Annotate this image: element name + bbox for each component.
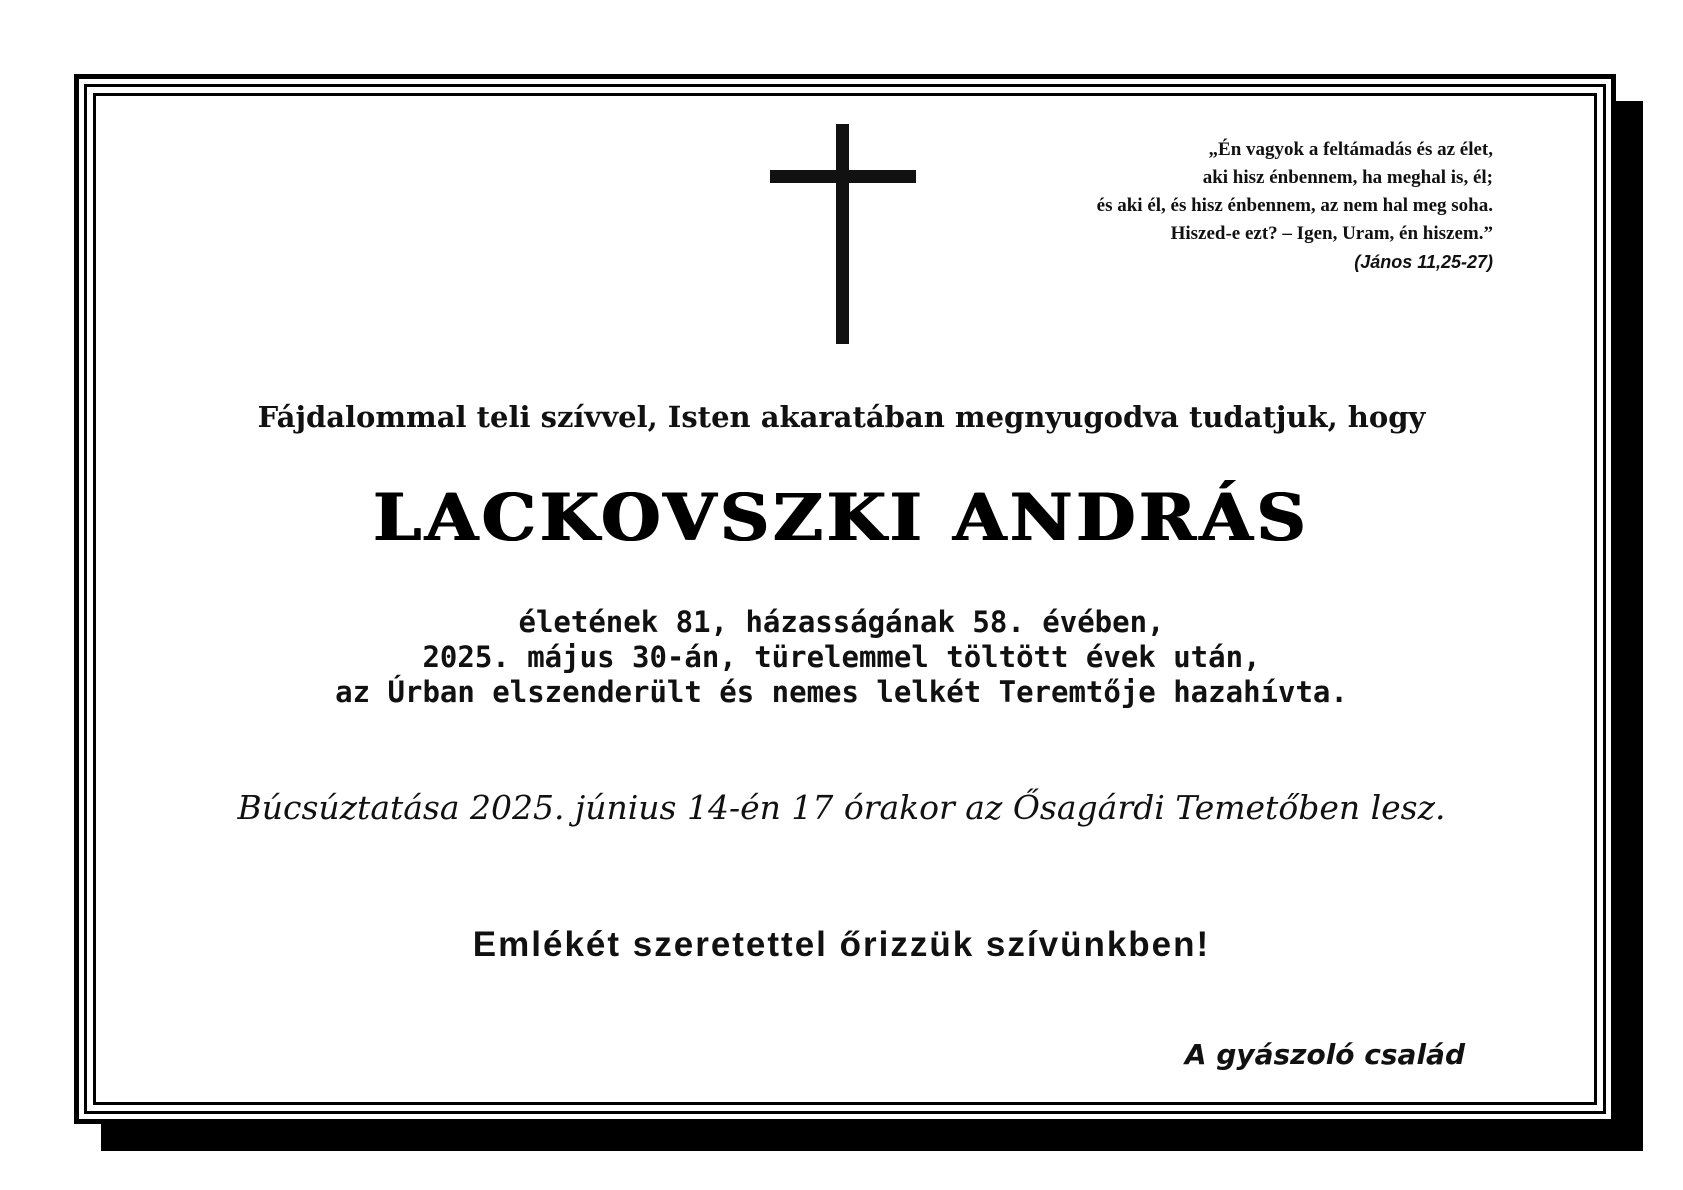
family-signature: A gyászoló család xyxy=(1184,1038,1465,1071)
quote-line: „Én vagyok a feltámadás és az élet, xyxy=(1208,139,1493,160)
deceased-name: LACKOVSZKI ANDRÁS xyxy=(373,480,1310,556)
details-line: az Úrban elszenderült és nemes lelkét Teremtője hazahívta. xyxy=(335,675,1348,709)
life-details xyxy=(0,605,1683,710)
details-line: 2025. május 30-án, türelemmel töltött évek után, xyxy=(422,640,1261,674)
cross-icon xyxy=(770,124,916,344)
intro-text: Fájdalommal teli szívvel, Isten akaratában megnyugodva tudatjuk, hogy xyxy=(257,400,1426,434)
memory-text: Emlékét szeretettel őrizzük szívünkben! xyxy=(472,925,1211,964)
bible-quote xyxy=(933,136,1493,276)
quote-line: és aki él, és hisz énbennem, az nem hal meg soha. xyxy=(1096,195,1493,216)
farewell-info: Búcsúztatása 2025. június 14-én 17 órakor az Ősagárdi Temetőben lesz. xyxy=(237,788,1446,827)
quote-reference: (János 11,25-27) xyxy=(1354,252,1493,272)
quote-line: Hiszed-e ezt? – Igen, Uram, én hiszem.” xyxy=(1170,223,1493,244)
quote-line: aki hisz énbennem, ha meghal is, él; xyxy=(1202,167,1493,188)
details-line: életének 81, házasságának 58. évében, xyxy=(518,605,1165,639)
